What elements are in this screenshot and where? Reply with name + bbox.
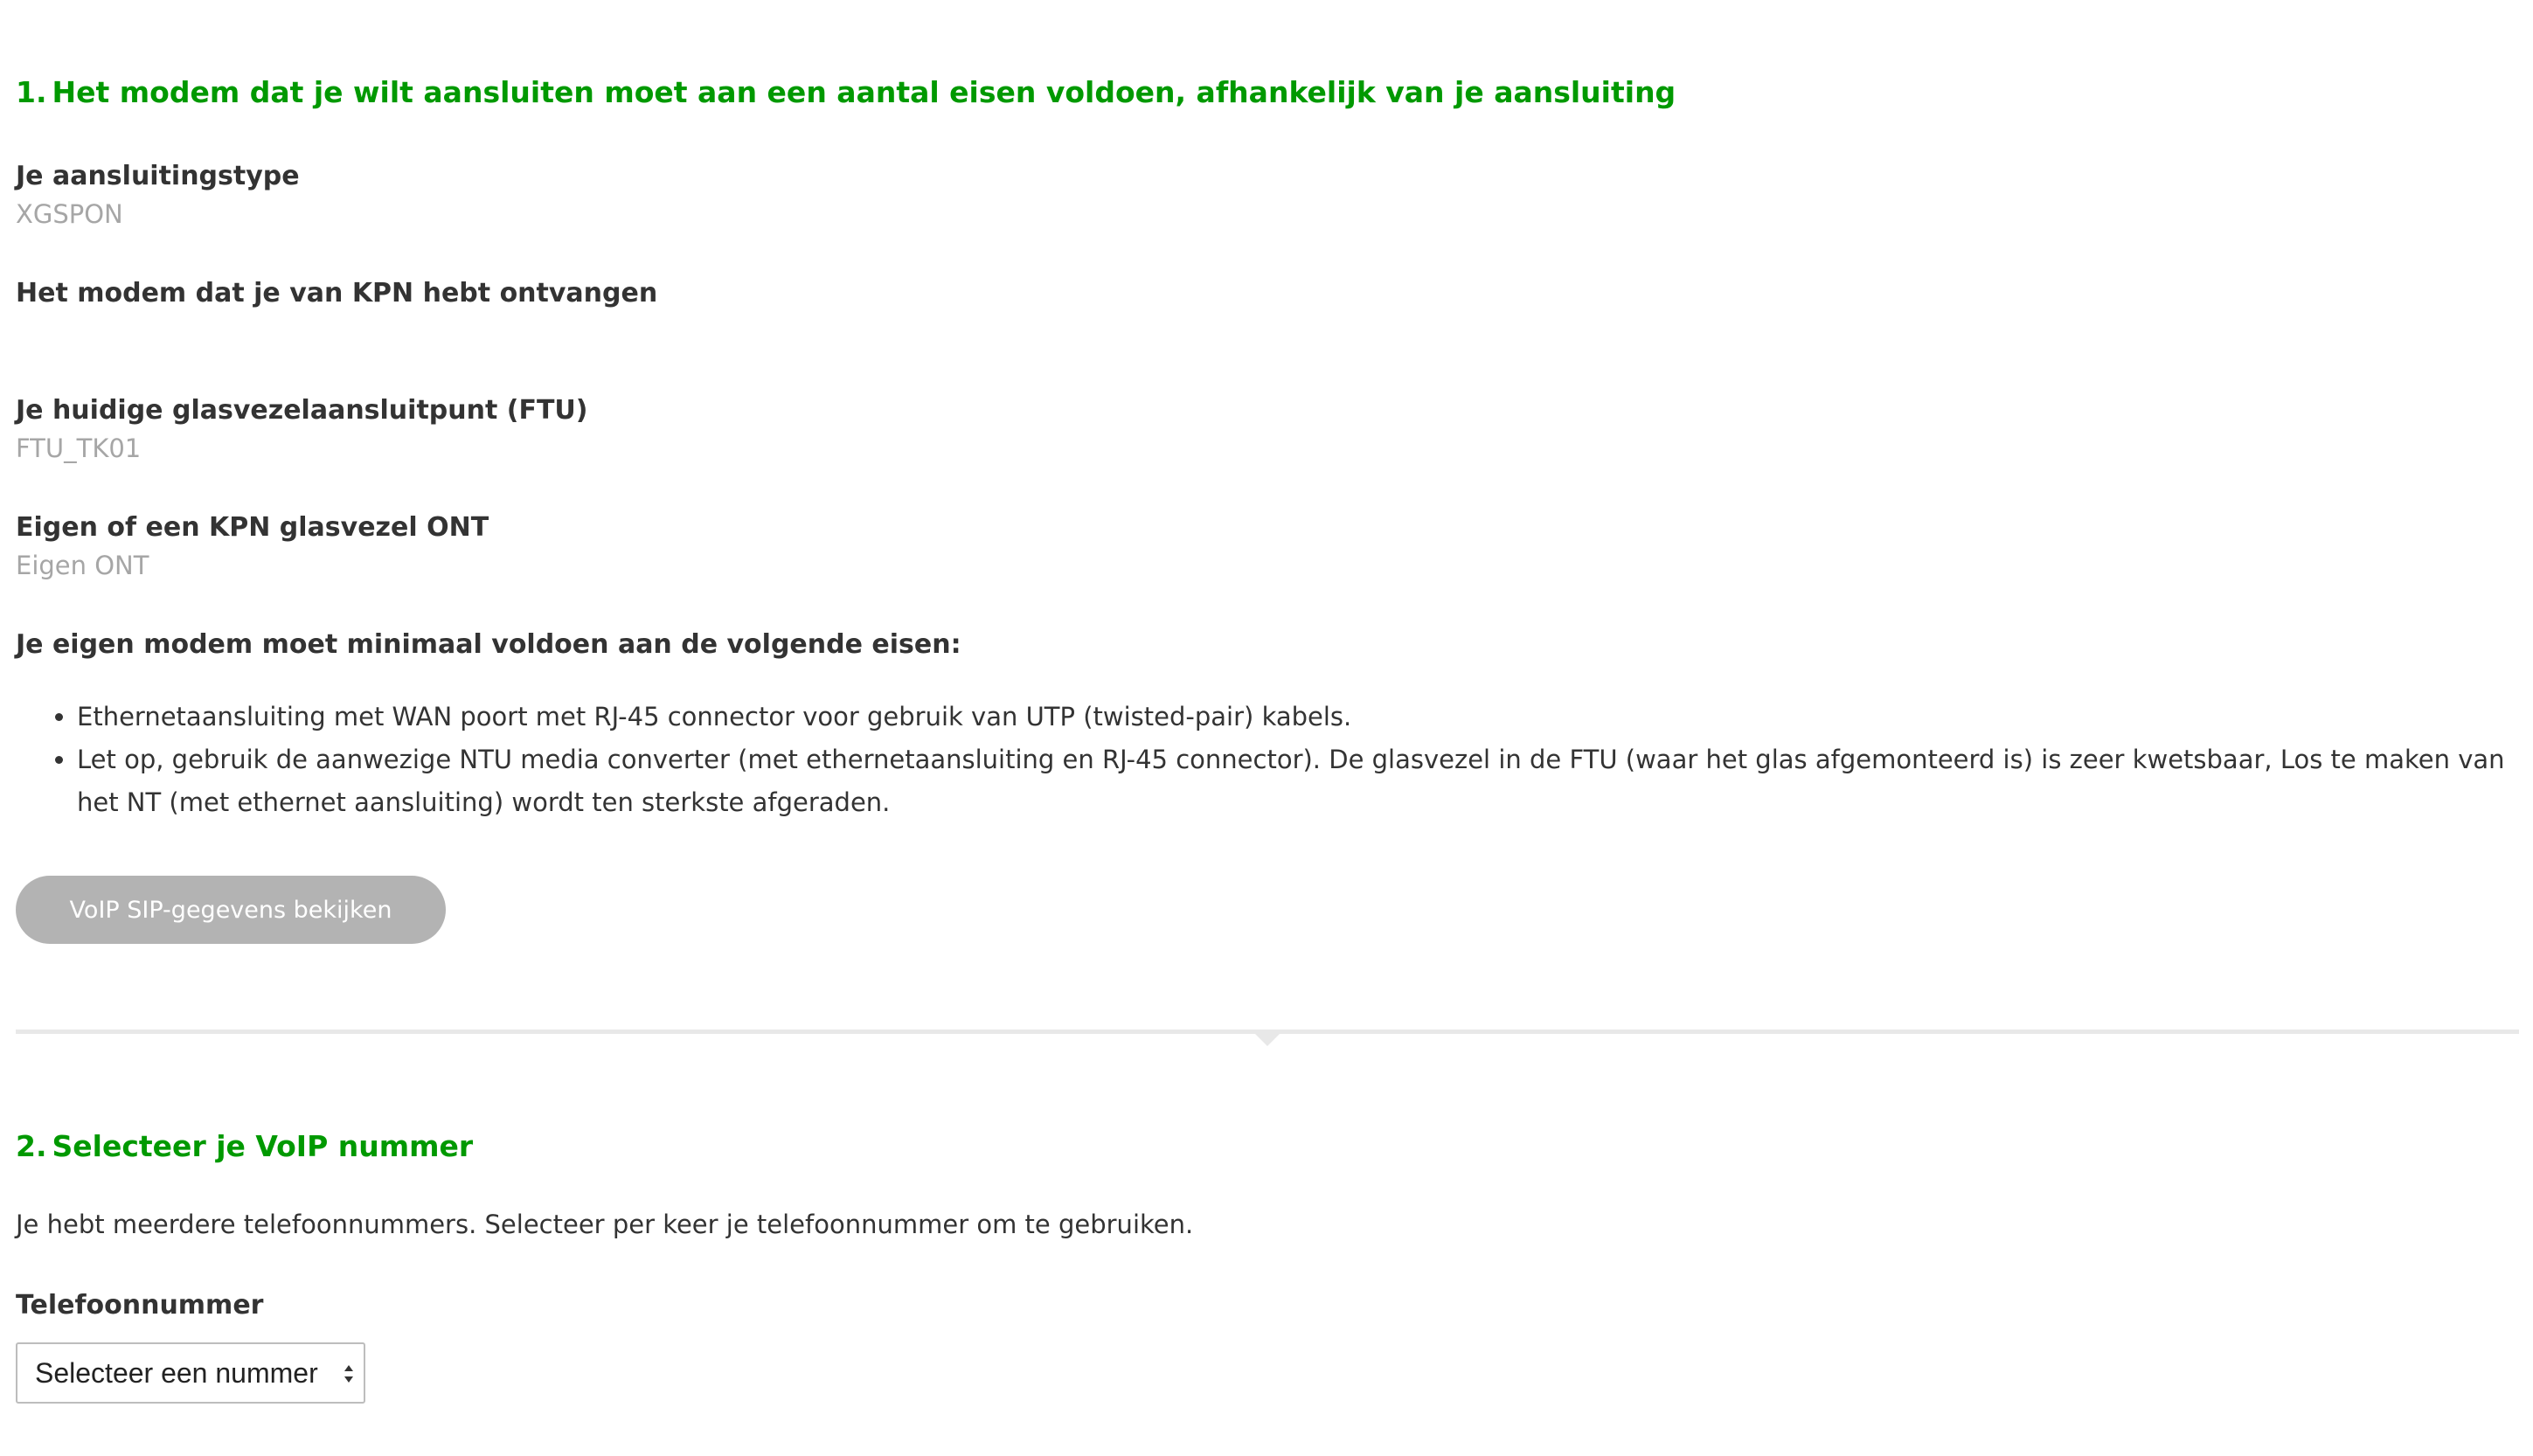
section-2-title-text: Selecteer je VoIP nummer bbox=[52, 1129, 474, 1163]
requirements-list bbox=[16, 696, 2516, 824]
connection-type-label: Je aansluitingstype bbox=[16, 161, 300, 191]
section-2-number: 2. bbox=[16, 1129, 47, 1163]
ftu-value: FTU_TK01 bbox=[16, 433, 142, 463]
section-1-title-text: Het modem dat je wilt aansluiten moet aan een aantal eisen voldoen, afhankelijk van je aansluiting bbox=[52, 75, 1676, 109]
divider-notch-icon bbox=[1255, 1034, 1280, 1046]
requirements-heading: Je eigen modem moet minimaal voldoen aan de volgende eisen: bbox=[16, 629, 961, 660]
select-arrows-icon bbox=[343, 1362, 355, 1386]
connection-type-value: XGSPON bbox=[16, 199, 123, 229]
ont-value: Eigen ONT bbox=[16, 551, 149, 580]
ftu-label: Je huidige glasvezelaansluitpunt (FTU) bbox=[16, 395, 588, 426]
ont-label: Eigen of een KPN glasvezel ONT bbox=[16, 512, 489, 543]
section-2-intro: Je hebt meerdere telefoonnummers. Selecteer per keer je telefoonnummer om te gebruiken. bbox=[16, 1210, 1194, 1239]
section-1-title bbox=[16, 75, 1676, 109]
kpn-modem-label: Het modem dat je van KPN hebt ontvangen bbox=[16, 278, 658, 309]
voip-sip-details-button[interactable]: VoIP SIP-gegevens bekijken bbox=[16, 876, 446, 944]
section-1-number: 1. bbox=[16, 75, 47, 109]
phone-number-label: Telefoonnummer bbox=[16, 1290, 264, 1321]
phone-number-select-value: Selecteer een nummer bbox=[35, 1357, 318, 1389]
phone-number-select[interactable] bbox=[16, 1342, 365, 1404]
section-2-title bbox=[16, 1129, 473, 1163]
requirement-item: • Let op, gebruik de aanwezige NTU media converter (met ethernetaansluiting en RJ-45 connector). De glasvezel in de FTU (waar het glas afgemonteerd is) is zeer kwetsbaar, Los te maken van het NT (met ethernet aansluiting) wordt ten sterkste afgeraden. bbox=[77, 738, 2516, 824]
requirement-item: • Ethernetaansluiting met WAN poort met RJ-45 connector voor gebruik van UTP (twisted-pair) kabels. bbox=[77, 696, 2516, 738]
